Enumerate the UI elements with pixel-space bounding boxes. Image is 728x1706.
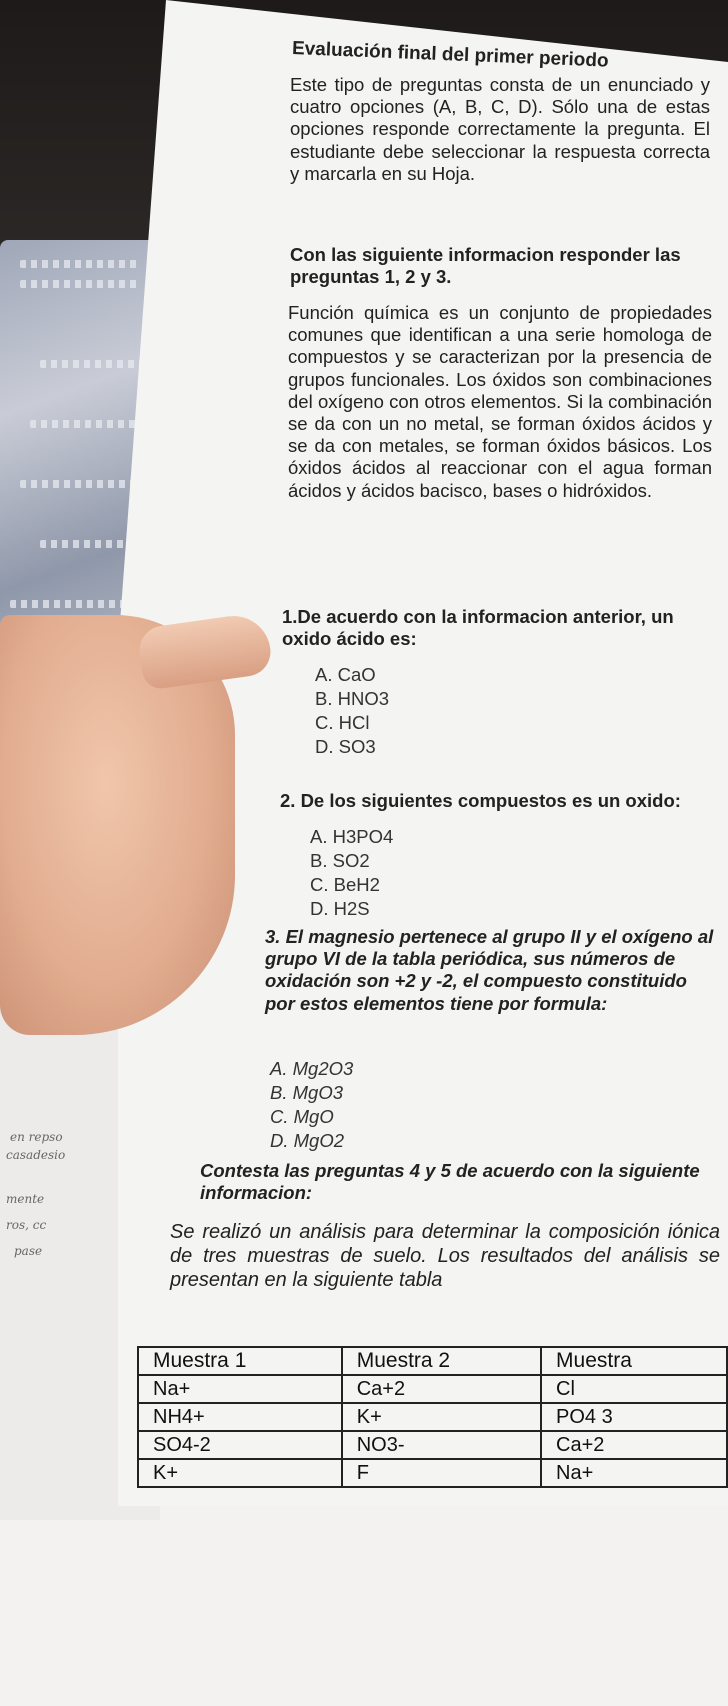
option-c[interactable]: C. HCl bbox=[315, 712, 370, 733]
table-row bbox=[138, 1375, 727, 1403]
option-d[interactable]: D. SO3 bbox=[315, 736, 376, 757]
table-row bbox=[138, 1431, 727, 1459]
table-header-row bbox=[138, 1347, 727, 1375]
option-c[interactable]: C. BeH2 bbox=[310, 874, 380, 895]
table-cell: Ca+2 bbox=[541, 1431, 727, 1459]
table-cell: Cl bbox=[541, 1375, 727, 1403]
intro-text: Este tipo de preguntas consta de un enunciado y cuatro opciones (A, B, C, D). Sólo una de estas opciones responde correctamente la pregunta. El estudiante debe seleccionar la respuesta correcta y marcarla en su Hoja. bbox=[290, 74, 710, 184]
table-cell: Na+ bbox=[138, 1375, 342, 1403]
question-2: 2. De los siguientes compuestos es un oxido: bbox=[280, 790, 681, 811]
option-d[interactable]: D. H2S bbox=[310, 898, 370, 919]
question-3: 3. El magnesio pertenece al grupo II y el oxígeno al grupo VI de la tabla periódica, sus números de oxidación son +2 y -2, el compuesto constituido por estos elementos tiene por formula: bbox=[265, 926, 714, 1014]
option-b[interactable]: B. SO2 bbox=[310, 850, 370, 871]
table-cell: K+ bbox=[138, 1459, 342, 1487]
table-row bbox=[138, 1403, 727, 1431]
table-header: Muestra 1 bbox=[138, 1347, 342, 1375]
handwritten-note: ros, cc bbox=[6, 1218, 47, 1232]
table-cell: F bbox=[342, 1459, 541, 1487]
option-a[interactable]: A. Mg2O3 bbox=[270, 1058, 354, 1079]
option-a[interactable]: A. H3PO4 bbox=[310, 826, 394, 847]
option-c[interactable]: C. MgO bbox=[270, 1106, 334, 1127]
table-cell: Ca+2 bbox=[342, 1375, 541, 1403]
option-b[interactable]: B. MgO3 bbox=[270, 1082, 344, 1103]
handwritten-note: mente bbox=[6, 1192, 45, 1206]
info-paragraph: Función química es un conjunto de propiedades comunes que identifican a una serie homologa de compuestos y se caracterizan por la presencia de grupos funcionales. Los óxidos son combinaciones del oxígeno con otros elementos. Si la combinación se da con un no metal, se forman óxidos ácidos y se da con metales, se forman óxidos básicos. Los óxidos ácidos al reaccionar con el agua forman ácidos y ácidos bacisco, bases o hidróxidos. bbox=[288, 302, 712, 501]
table-header: Muestra bbox=[541, 1347, 727, 1375]
context-heading: Contesta las preguntas 4 y 5 de acuerdo con la siguiente informacion: bbox=[200, 1160, 700, 1204]
page-title: Evaluación final del primer periodo bbox=[291, 38, 609, 72]
question-1: 1.De acuerdo con la informacion anterior, un oxido ácido es: bbox=[282, 606, 674, 650]
table-cell: NH4+ bbox=[138, 1403, 342, 1431]
table-row bbox=[138, 1459, 727, 1487]
option-b[interactable]: B. HNO3 bbox=[315, 688, 390, 709]
table-header: Muestra 2 bbox=[342, 1347, 541, 1375]
table-cell: K+ bbox=[342, 1403, 541, 1431]
table-cell: PO4 3 bbox=[541, 1403, 727, 1431]
context-paragraph: Se realizó un análisis para determinar la composición iónica de tres muestras de suelo. Los resultados del análisis se presentan en la siguiente tabla bbox=[170, 1221, 720, 1291]
table-cell: Na+ bbox=[541, 1459, 727, 1487]
section-heading: Con las siguiente informacion responder las preguntas 1, 2 y 3. bbox=[290, 244, 681, 288]
question-2-options bbox=[310, 826, 393, 922]
handwritten-note: pase bbox=[14, 1244, 43, 1258]
handwritten-note: en repso bbox=[10, 1130, 63, 1144]
ion-table bbox=[137, 1346, 728, 1488]
question-1-options bbox=[315, 664, 389, 760]
option-d[interactable]: D. MgO2 bbox=[270, 1130, 345, 1151]
question-3-options bbox=[270, 1058, 353, 1154]
table-cell: NO3- bbox=[342, 1431, 541, 1459]
handwritten-note: casadesio bbox=[6, 1148, 66, 1162]
table-cell: SO4-2 bbox=[138, 1431, 342, 1459]
option-a[interactable]: A. CaO bbox=[315, 664, 376, 685]
